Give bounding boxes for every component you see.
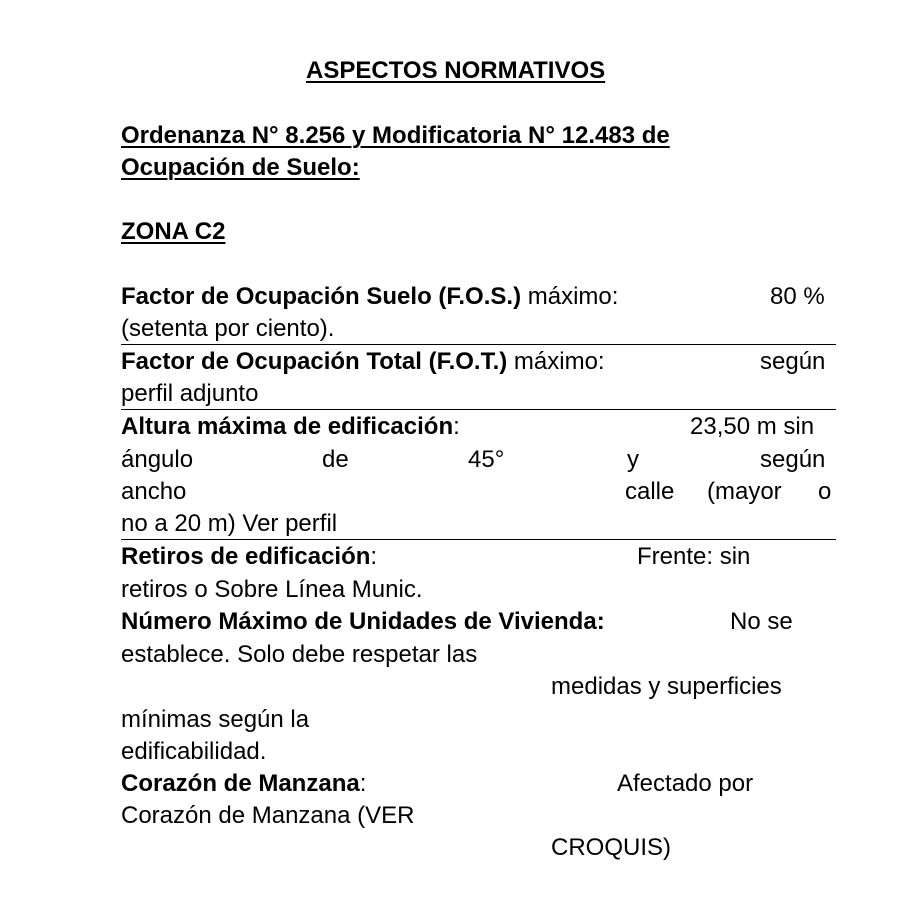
fos-value: 80 %: [770, 283, 825, 310]
heart-label: Corazón de Manzana: [121, 770, 360, 797]
heart-line-3: CROQUIS): [551, 834, 671, 861]
height-word: ancho: [121, 478, 187, 505]
height-word: calle: [625, 478, 675, 505]
fot-line-2: perfil adjunto: [121, 380, 259, 407]
height-colon: :: [453, 413, 460, 440]
height-word: 45°: [468, 446, 505, 473]
setbacks-label: Retiros de edificación: [121, 543, 371, 570]
divider: [121, 539, 836, 540]
ordinance-line-1: Ordenanza N° 8.256 y Modificatoria N° 12.483 de: [121, 122, 670, 149]
fos-row: [121, 281, 618, 313]
units-value: No se: [730, 608, 793, 635]
units-line-3: medidas y superficies: [551, 673, 782, 700]
heart-line-2: Corazón de Manzana (VER: [121, 802, 415, 829]
fot-row: [121, 346, 605, 378]
fos-label: Factor de Ocupación Suelo (F.O.S.): [121, 283, 522, 310]
setbacks-row: [121, 541, 377, 573]
divider: [121, 344, 836, 345]
height-word: (mayor: [707, 478, 782, 505]
height-word: según: [760, 446, 826, 473]
units-line-2: establece. Solo debe respetar las: [121, 641, 478, 668]
setbacks-colon: :: [370, 543, 378, 570]
fos-line-2: (setenta por ciento).: [121, 315, 335, 342]
height-word: y: [627, 446, 639, 473]
heart-value: Afectado por: [617, 770, 754, 797]
fot-suffix: máximo:: [507, 348, 605, 375]
height-label: Altura máxima de edificación: [121, 413, 454, 440]
height-word: o: [818, 478, 832, 505]
height-word: ángulo: [121, 446, 194, 473]
heart-colon: :: [359, 770, 367, 797]
height-line-4: no a 20 m) Ver perfil: [121, 510, 338, 537]
height-word: de: [322, 446, 349, 473]
setbacks-value: Frente: sin: [637, 543, 751, 570]
height-row: [121, 411, 460, 443]
units-label: Número Máximo de Unidades de Vivienda:: [121, 608, 605, 635]
height-value: 23,50 m sin: [690, 413, 815, 440]
fot-value: según: [760, 348, 826, 375]
fot-label: Factor de Ocupación Total (F.O.T.): [121, 348, 508, 375]
heart-row: [121, 768, 366, 800]
units-line-4: mínimas según la: [121, 706, 310, 733]
fos-suffix: máximo:: [521, 283, 619, 310]
setbacks-line-2: retiros o Sobre Línea Munic.: [121, 576, 423, 603]
document-title: ASPECTOS NORMATIVOS: [306, 57, 606, 84]
ordinance-line-2: Ocupación de Suelo:: [121, 154, 360, 181]
divider: [121, 409, 836, 410]
units-line-5: edificabilidad.: [121, 738, 267, 765]
zone-heading: ZONA C2: [121, 218, 226, 245]
